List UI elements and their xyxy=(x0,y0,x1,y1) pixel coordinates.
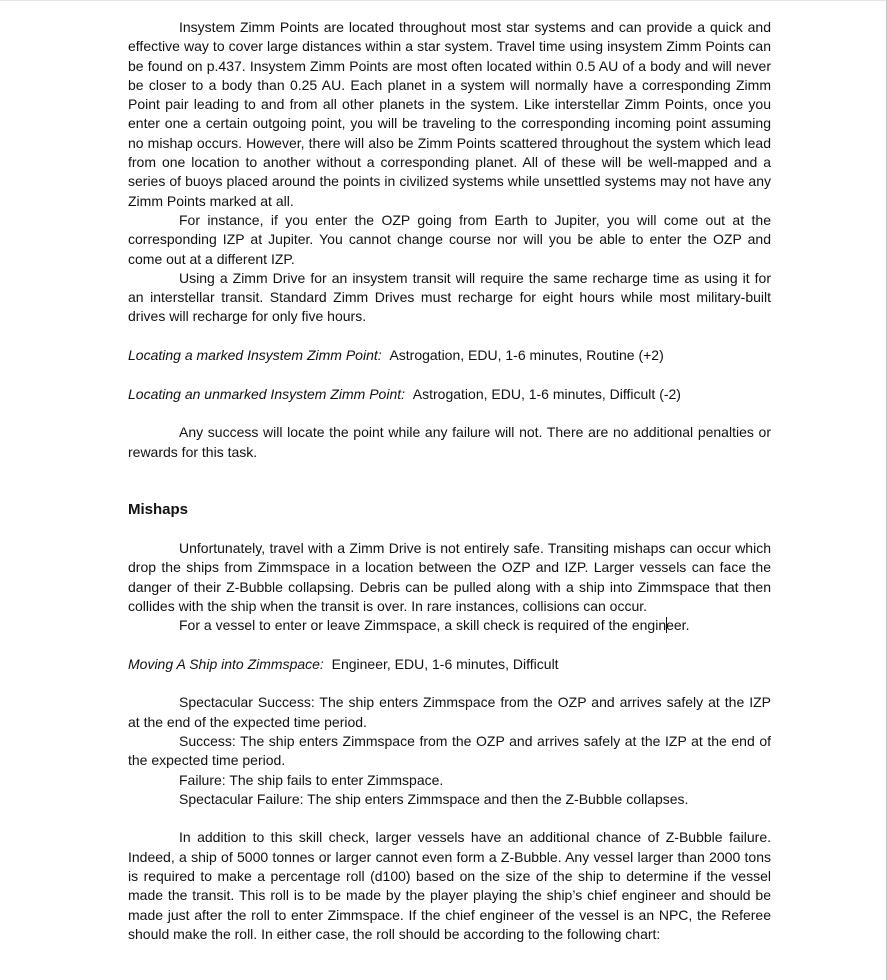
task-locate-marked xyxy=(128,346,771,365)
engineer-text-before-cursor: For a vessel to enter or leave Zimmspace, a skill check is required of the engin xyxy=(179,617,667,634)
spacer xyxy=(128,674,771,693)
task-moving-ship xyxy=(128,655,771,674)
spacer xyxy=(128,404,771,423)
spacer xyxy=(128,462,771,481)
spacer xyxy=(128,636,771,655)
outcome-spectacular-failure: Spectacular Failure: The ship enters Zimmspace and then the Z-Bubble collapses. xyxy=(179,790,689,807)
paragraph-mishaps-intro: Unfortunately, travel with a Zimm Drive is not entirely safe. Transiting mishaps can occur which drop the ships from Zimmspace in a location between the OZP and IZP. Larger vessels can face the danger of their Z-Bubble collapsing. Debris can be pulled along with a ship into Zimmspace that then collides with the ship when the transit is over. In rare instances, collisions can occur. xyxy=(128,540,771,614)
page-top-edge xyxy=(0,0,887,1)
spacer xyxy=(128,809,771,828)
spacer xyxy=(128,481,771,500)
spacer xyxy=(128,520,771,539)
task-locate-unmarked xyxy=(128,385,771,404)
engineer-text-after-cursor: eer. xyxy=(666,617,690,634)
document-page xyxy=(128,18,771,944)
task-moving-ship-lead: Moving A Ship into Zimmspace: xyxy=(128,655,324,672)
task-moving-ship-detail: Engineer, EDU, 1-6 minutes, Difficult xyxy=(331,655,559,672)
paragraph-insystem-zimm-points: Insystem Zimm Points are located throughout most star systems and can provide a quick and effective way to cover large distances within a star system. Travel time using insystem Zimm Points can be found on p.437. Insystem Zimm Points are most often located within 0.5 AU of a body and will never be closer to a body than 0.25 AU. Each planet in a system will normally have a corresponding Zimm Point pair leading to and from all other planets in the system. Like interstellar Zimm Points, once you enter one a certain outgoing point, you will be traveling to the corresponding incoming point assuming no mishap occurs. However, there will also be Zimm Points scattered throughout the system which lead from one location to another without a corresponding planet. All of these will be well-mapped and a series of buoys placed around the points in civilized systems while unsettled systems may not have any Zimm Points marked at all. xyxy=(128,19,771,209)
task-locate-marked-lead: Locating a marked Insystem Zimm Point: xyxy=(128,347,382,364)
spacer xyxy=(128,327,771,346)
outcome-spectacular-success: Spectacular Success: The ship enters Zimmspace from the OZP and arrives safely at the IZP at the end of the expected time period. xyxy=(128,694,771,730)
outcome-failure: Failure: The ship fails to enter Zimmspace. xyxy=(179,771,444,788)
task-locate-unmarked-detail: Astrogation, EDU, 1-6 minutes, Difficult (-2) xyxy=(412,385,681,402)
task-locate-unmarked-lead: Locating an unmarked Insystem Zimm Point: xyxy=(128,385,406,402)
paragraph-ozp-example: For instance, if you enter the OZP going from Earth to Jupiter, you will come out at the corresponding IZP at Jupiter. You cannot change course nor will you be able to enter the OZP and come out at a different IZP. xyxy=(128,211,771,267)
paragraph-recharge-time: Using a Zimm Drive for an insystem transit will require the same recharge time as using it for an interstellar transit. Standard Zimm Drives must recharge for eight hours while most military-built drives will recharge for only five hours. xyxy=(128,269,771,325)
paragraph-z-bubble-failure: In addition to this skill check, larger vessels have an additional chance of Z-Bubble failure. Indeed, a ship of 5000 tonnes or larger cannot even form a Z-Bubble. Any vessel larger than 2000 tons is required to make a percentage roll (d100) based on the size of the ship to determine if the vessel made the transit. This roll is to be made by the player playing the ship’s chief engineer and should be made just after the roll to enter Zimmspace. If the chief engineer of the vessel is an NPC, the Referee should make the roll. In either case, the roll should be according to the following chart: xyxy=(128,829,771,942)
outcome-success: Success: The ship enters Zimmspace from the OZP and arrives safely at the IZP at the end of the expected time period. xyxy=(128,732,771,769)
spacer xyxy=(128,365,771,384)
section-heading-mishaps: Mishaps xyxy=(128,501,189,519)
task-locate-marked-detail: Astrogation, EDU, 1-6 minutes, Routine (+2) xyxy=(389,347,664,364)
paragraph-engineer-check[interactable] xyxy=(128,616,771,635)
paragraph-task-result: Any success will locate the point while any failure will not. There are no additional penalties or rewards for this task. xyxy=(128,424,771,460)
